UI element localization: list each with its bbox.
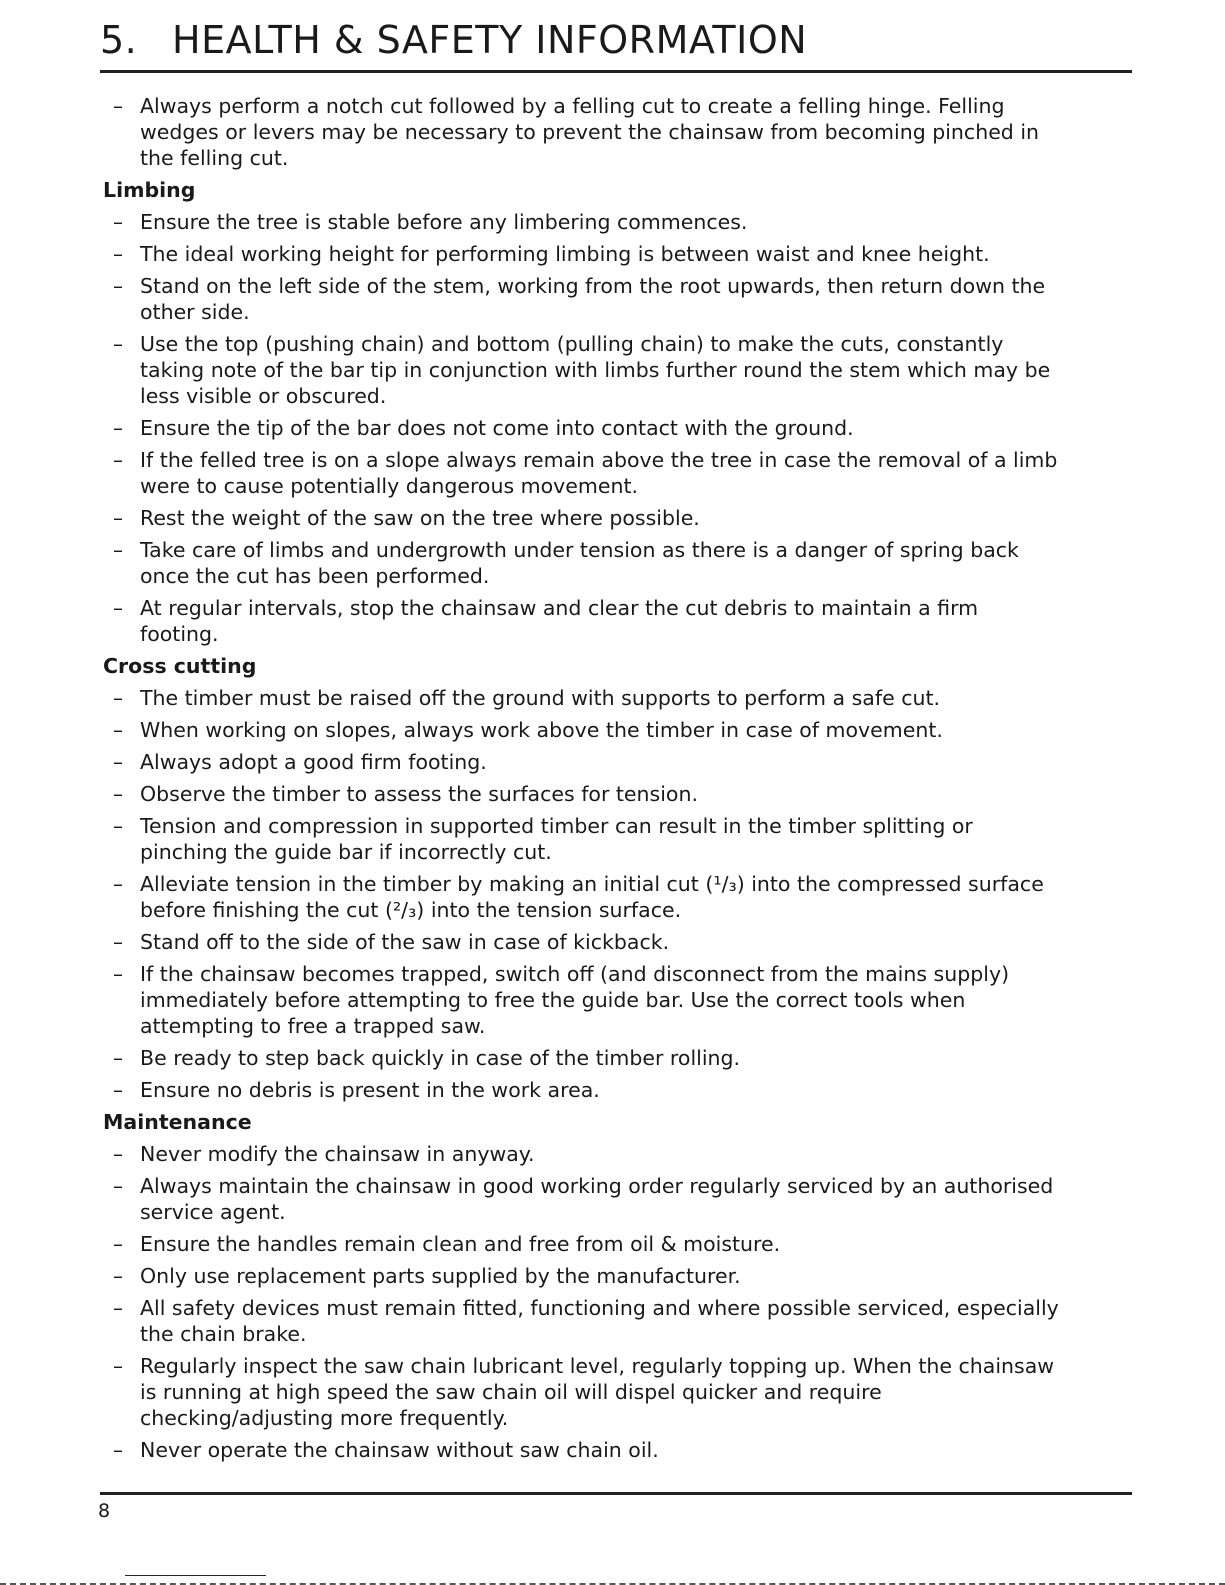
- header-rule: [100, 70, 1132, 73]
- bullet-dash: –: [113, 274, 123, 298]
- text-line: All safety devices must remain fitted, functioning and where possible serviced, especially: [140, 1296, 1059, 1320]
- list-item: [103, 1141, 1143, 1167]
- text-line: Stand off to the side of the saw in case of kickback.: [140, 930, 670, 954]
- bullet-dash: –: [113, 1046, 123, 1070]
- list-item: [103, 929, 1143, 955]
- bullet-dash: –: [113, 686, 123, 710]
- section: [103, 177, 1143, 647]
- list-item: [103, 1263, 1143, 1289]
- text-line: is running at high speed the saw chain oil will dispel quicker and require: [140, 1380, 882, 1404]
- text-line: Always maintain the chainsaw in good working order regularly serviced by an authorised: [140, 1174, 1054, 1198]
- section: [103, 653, 1143, 1103]
- footer-rule: [100, 1492, 1132, 1495]
- text-line: taking note of the bar tip in conjunction with limbs further round the stem which may be: [140, 358, 1051, 382]
- list-item: [103, 241, 1143, 267]
- bullet-dash: –: [113, 1174, 123, 1198]
- text-line: Observe the timber to assess the surfaces for tension.: [140, 782, 698, 806]
- section-heading: Maintenance: [103, 1110, 252, 1134]
- bullet-dash: –: [113, 1232, 123, 1256]
- bullet-dash: –: [113, 94, 123, 118]
- text-line: Ensure the tip of the bar does not come into contact with the ground.: [140, 416, 854, 440]
- text-line: before finishing the cut (²/₃) into the tension surface.: [140, 898, 682, 922]
- text-line: Ensure no debris is present in the work area.: [140, 1078, 600, 1102]
- list-item: [103, 1077, 1143, 1103]
- text-line: attempting to free a trapped saw.: [140, 1014, 486, 1038]
- list-item: [103, 273, 1143, 325]
- text-line: Alleviate tension in the timber by making an initial cut (¹/₃) into the compressed surface: [140, 872, 1044, 896]
- text-line: checking/adjusting more frequently.: [140, 1406, 509, 1430]
- section-number: 5.: [100, 18, 138, 62]
- text-line: the chain brake.: [140, 1322, 307, 1346]
- bullet-dash: –: [113, 596, 123, 620]
- list-item: [103, 685, 1143, 711]
- text-line: Only use replacement parts supplied by the manufacturer.: [140, 1264, 741, 1288]
- document-body: [103, 93, 1143, 1469]
- text-line: The ideal working height for performing limbing is between waist and knee height.: [140, 242, 990, 266]
- section: [103, 1109, 1143, 1463]
- bullet-dash: –: [113, 448, 123, 472]
- text-line: pinching the guide bar if incorrectly cut.: [140, 840, 552, 864]
- page-title: [100, 18, 807, 62]
- bullet-dash: –: [113, 872, 123, 896]
- list-item: [103, 505, 1143, 531]
- list-item: [103, 595, 1143, 647]
- text-line: the felling cut.: [140, 146, 289, 170]
- list-item: [103, 331, 1143, 409]
- text-line: Never modify the chainsaw in anyway.: [140, 1142, 535, 1166]
- list-item: [103, 447, 1143, 499]
- bullet-dash: –: [113, 1296, 123, 1320]
- text-line: service agent.: [140, 1200, 286, 1224]
- list-item: [103, 1231, 1143, 1257]
- list-item: [103, 749, 1143, 775]
- text-line: Always perform a notch cut followed by a felling cut to create a felling hinge. Felling: [140, 94, 1005, 118]
- bullet-dash: –: [113, 1078, 123, 1102]
- bullet-dash: –: [113, 962, 123, 986]
- text-line: Never operate the chainsaw without saw chain oil.: [140, 1438, 659, 1462]
- text-line: less visible or obscured.: [140, 384, 387, 408]
- bullet-dash: –: [113, 416, 123, 440]
- page-number: 8: [98, 1500, 111, 1522]
- bullet-dash: –: [113, 930, 123, 954]
- text-line: Tension and compression in supported timber can result in the timber splitting or: [140, 814, 973, 838]
- text-line: Use the top (pushing chain) and bottom (pulling chain) to make the cuts, constantly: [140, 332, 1004, 356]
- text-line: The timber must be raised off the ground with supports to perform a safe cut.: [140, 686, 941, 710]
- text-line: were to cause potentially dangerous movement.: [140, 474, 639, 498]
- text-line: once the cut has been performed.: [140, 564, 490, 588]
- list-item: [103, 209, 1143, 235]
- bullet-dash: –: [113, 210, 123, 234]
- list-item: [103, 1173, 1143, 1225]
- bullet-dash: –: [113, 718, 123, 742]
- list-item: [103, 813, 1143, 865]
- list-item: [103, 93, 1143, 171]
- list-item: [103, 415, 1143, 441]
- text-line: immediately before attempting to free the guide bar. Use the correct tools when: [140, 988, 966, 1012]
- section-title: HEALTH & SAFETY INFORMATION: [172, 18, 808, 62]
- text-line: At regular intervals, stop the chainsaw and clear the cut debris to maintain a firm: [140, 596, 979, 620]
- text-line: Ensure the tree is stable before any limbering commences.: [140, 210, 748, 234]
- text-line: If the chainsaw becomes trapped, switch off (and disconnect from the mains supply): [140, 962, 1010, 986]
- text-line: Regularly inspect the saw chain lubricant level, regularly topping up. When the chainsaw: [140, 1354, 1055, 1378]
- bullet-dash: –: [113, 242, 123, 266]
- text-line: Stand on the left side of the stem, working from the root upwards, then return down the: [140, 274, 1046, 298]
- bullet-dash: –: [113, 538, 123, 562]
- list-item: [103, 1045, 1143, 1071]
- bullet-dash: –: [113, 332, 123, 356]
- text-line: Ensure the handles remain clean and free from oil & moisture.: [140, 1232, 781, 1256]
- bullet-dash: –: [113, 1438, 123, 1462]
- text-line: When working on slopes, always work above the timber in case of movement.: [140, 718, 943, 742]
- text-line: wedges or levers may be necessary to prevent the chainsaw from becoming pinched in: [140, 120, 1040, 144]
- section: [103, 93, 1143, 171]
- link-underline: [125, 1575, 266, 1576]
- text-line: Take care of limbs and undergrowth under tension as there is a danger of spring back: [140, 538, 1019, 562]
- text-line: Be ready to step back quickly in case of the timber rolling.: [140, 1046, 741, 1070]
- list-item: [103, 537, 1143, 589]
- section-heading: Limbing: [103, 178, 196, 202]
- bullet-dash: –: [113, 1264, 123, 1288]
- bullet-dash: –: [113, 782, 123, 806]
- text-line: other side.: [140, 300, 250, 324]
- list-item: [103, 1295, 1143, 1347]
- text-line: footing.: [140, 622, 219, 646]
- list-item: [103, 717, 1143, 743]
- text-line: Always adopt a good firm footing.: [140, 750, 487, 774]
- list-item: [103, 781, 1143, 807]
- list-item: [103, 1437, 1143, 1463]
- bullet-dash: –: [113, 506, 123, 530]
- list-item: [103, 871, 1143, 923]
- list-item: [103, 1353, 1143, 1431]
- bullet-dash: –: [113, 750, 123, 774]
- list-item: [103, 961, 1143, 1039]
- section-heading: Cross cutting: [103, 654, 257, 678]
- text-line: If the felled tree is on a slope always remain above the tree in case the removal of a limb: [140, 448, 1058, 472]
- bullet-dash: –: [113, 814, 123, 838]
- text-line: Rest the weight of the saw on the tree where possible.: [140, 506, 700, 530]
- bullet-dash: –: [113, 1354, 123, 1378]
- bullet-dash: –: [113, 1142, 123, 1166]
